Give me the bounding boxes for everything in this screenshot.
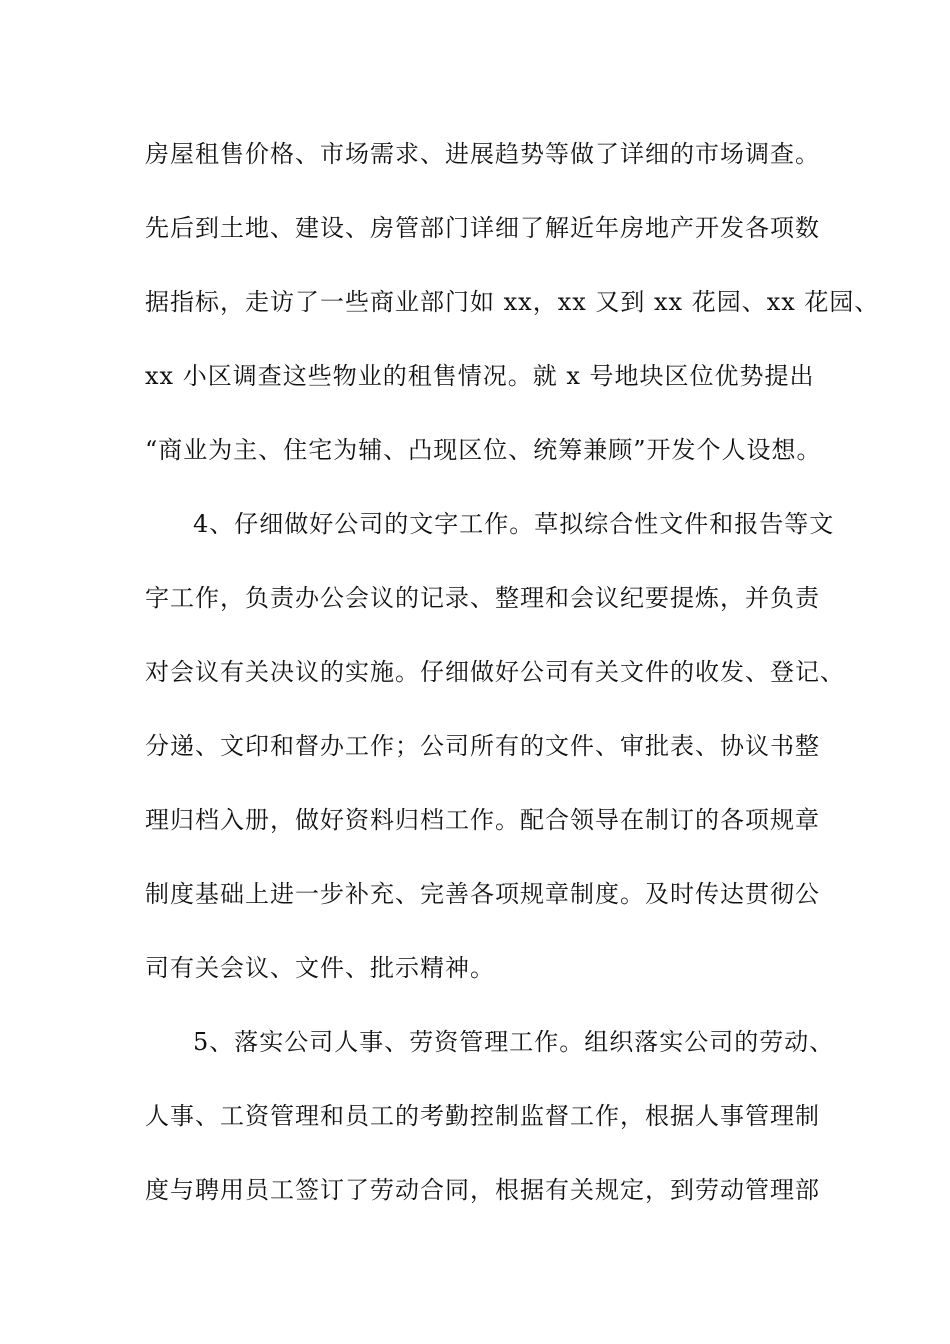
text-line: “商业为主、住宅为辅、凸现区位、统筹兼顾”开发个人设想。	[145, 436, 822, 464]
text-line: 理归档入册，做好资料归档工作。配合领导在制订的各项规章	[145, 806, 820, 834]
paragraph-first-line: 4、仔细做好公司的文字工作。草拟综合性文件和报告等文	[193, 510, 835, 538]
text-line: 字工作，负责办公会议的记录、整理和会议纪要提炼，并负责	[145, 584, 820, 612]
text-line: 分递、文印和督办工作；公司所有的文件、审批表、协议书整	[145, 732, 820, 760]
text-line: 制度基础上进一步补充、完善各项规章制度。及时传达贯彻公	[145, 880, 820, 908]
text-line: 据指标，走访了一些商业部门如 xx，xx 又到 xx 花园、xx 花园、	[145, 288, 880, 316]
text-line: 对会议有关决议的实施。仔细做好公司有关文件的收发、登记、	[145, 658, 845, 686]
text-line: 先后到土地、建设、房管部门详细了解近年房地产开发各项数	[145, 214, 820, 242]
text-line: 度与聘用员工签订了劳动合同，根据有关规定，到劳动管理部	[145, 1176, 820, 1204]
text-line: 房屋租售价格、市场需求、进展趋势等做了详细的市场调查。	[145, 140, 820, 168]
paragraph-first-line: 5、落实公司人事、劳资管理工作。组织落实公司的劳动、	[193, 1028, 835, 1056]
text-line: xx 小区调查这些物业的租售情况。就 x 号地块区位优势提出	[145, 362, 815, 390]
text-line: 司有关会议、文件、批示精神。	[145, 954, 495, 982]
text-line: 人事、工资管理和员工的考勤控制监督工作，根据人事管理制	[145, 1102, 820, 1130]
